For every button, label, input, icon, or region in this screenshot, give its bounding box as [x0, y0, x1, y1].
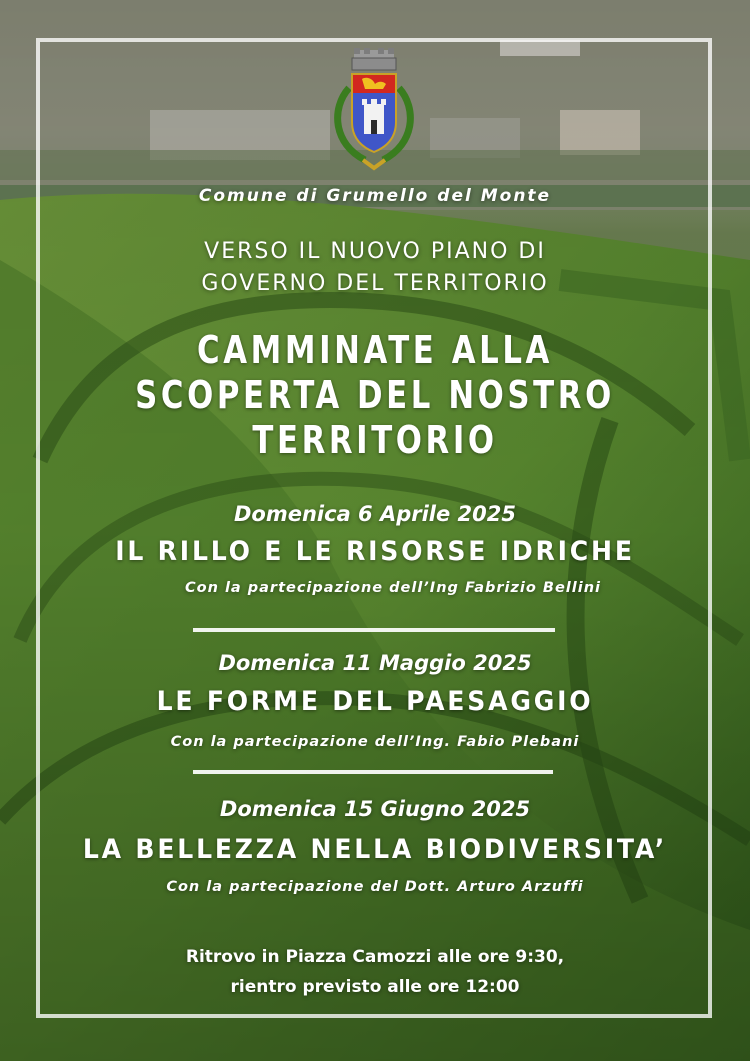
municipality-name: Comune di Grumello del Monte — [198, 186, 552, 206]
subtitle — [0, 236, 750, 300]
event-date: Domenica 15 Giugno 2025 — [219, 797, 531, 821]
meeting-line-2: rientro previsto alle ore 12:00 — [230, 977, 520, 997]
event-title: LA BELLEZZA NELLA BIODIVERSITA’ — [82, 834, 668, 865]
meeting-info — [0, 942, 750, 1002]
title-line-2: SCOPERTA DEL NOSTRO — [135, 373, 615, 417]
event-guest: Con la partecipazione del Dott. Arturo Arzuffi — [166, 879, 584, 895]
municipal-coat-of-arms-icon — [325, 48, 423, 174]
event-title: LE FORME DEL PAESAGGIO — [156, 686, 594, 717]
event-guest: Con la partecipazione dell’Ing. Fabio Plebani — [170, 734, 580, 750]
title-line-3: TERRITORIO — [252, 418, 498, 462]
decorative-frame — [36, 38, 712, 1018]
separator-line — [193, 628, 555, 632]
event-title: IL RILLO E LE RISORSE IDRICHE — [115, 536, 635, 567]
event-date: Domenica 11 Maggio 2025 — [218, 651, 532, 675]
subtitle-line-2: GOVERNO DEL TERRITORIO — [201, 271, 549, 296]
main-title — [38, 328, 713, 463]
meeting-line-1: Ritrovo in Piazza Camozzi alle ore 9:30, — [185, 947, 565, 967]
subtitle-line-1: VERSO IL NUOVO PIANO DI — [204, 239, 546, 264]
event-date: Domenica 6 Aprile 2025 — [233, 502, 517, 526]
separator-line — [193, 770, 553, 774]
event-guest: Con la partecipazione dell’Ing Fabrizio Bellini — [184, 580, 601, 596]
title-line-1: CAMMINATE ALLA — [197, 328, 553, 372]
